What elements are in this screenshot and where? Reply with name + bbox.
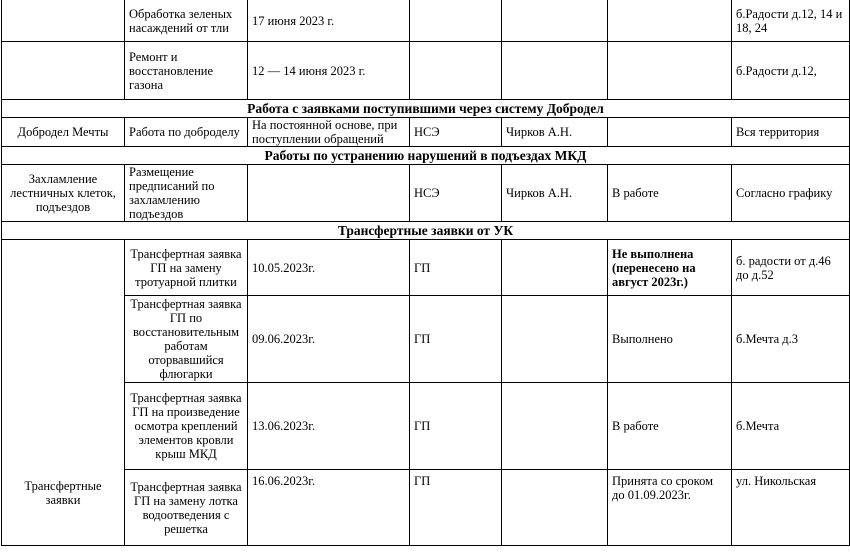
date-cell: [248, 165, 410, 222]
category-cell: [2, 0, 125, 42]
org-cell: НСЭ: [410, 165, 502, 222]
date-cell: 17 июня 2023 г.: [248, 0, 410, 42]
responsible-cell: Чирков А.Н.: [502, 165, 608, 222]
work-cell: Размещение предписаний по захламлению подъездов: [125, 165, 248, 222]
category-cell: [2, 42, 125, 100]
date-cell: 10.05.2023г.: [248, 240, 410, 296]
org-cell: ГП: [410, 470, 502, 546]
responsible-cell: [502, 42, 608, 100]
status-cell: Не выполнена (перенесено на август 2023г.): [608, 240, 732, 296]
category-cell: Захламление лестничных клеток, подъездов: [2, 165, 125, 222]
address-cell: б.Мечта д.3: [732, 296, 850, 383]
table-row: [2, 0, 850, 42]
responsible-cell: [502, 296, 608, 383]
address-cell: б. радости от д.46 до д.52: [732, 240, 850, 296]
status-cell: В работе: [608, 165, 732, 222]
work-cell: Ремонт и восстановление газона: [125, 42, 248, 100]
status-cell: [608, 42, 732, 100]
address-cell: б.Радости д.12,: [732, 42, 850, 100]
section-header-row: [2, 222, 850, 240]
org-cell: НСЭ: [410, 118, 502, 147]
address-cell: б.Радости д.12, 14 и 18, 24: [732, 0, 850, 42]
section-title: Работа с заявками поступившими через систему Добродел: [2, 100, 850, 118]
section-header-row: [2, 100, 850, 118]
work-cell: Трансфертная заявка ГП на произведение осмотра креплений элементов кровли крыш МКД: [125, 383, 248, 470]
work-plan-table: [1, 0, 850, 546]
address-cell: б.Мечта: [732, 383, 850, 470]
org-cell: ГП: [410, 240, 502, 296]
table-row: [2, 118, 850, 147]
date-cell: На постоянной основе, при поступлении обращений: [248, 118, 410, 147]
status-cell: В работе: [608, 383, 732, 470]
date-cell: 12 — 14 июня 2023 г.: [248, 42, 410, 100]
address-cell: Вся территория: [732, 118, 850, 147]
address-cell: ул. Никольская: [732, 470, 850, 546]
table-row: [2, 383, 850, 470]
table-row: [2, 470, 850, 546]
responsible-cell: [502, 240, 608, 296]
work-cell: Трансфертная заявка ГП на замену лотка водоотведения с решетка: [125, 470, 248, 546]
section-title: Работы по устранению нарушений в подъездах МКД: [2, 147, 850, 165]
date-cell: 16.06.2023г.: [248, 470, 410, 546]
responsible-cell: [502, 470, 608, 546]
table-row: [2, 165, 850, 222]
section-title: Трансфертные заявки от УК: [2, 222, 850, 240]
work-cell: Трансфертная заявка ГП по восстановительным работам оторвавшийся флюгарки: [125, 296, 248, 383]
date-cell: 09.06.2023г.: [248, 296, 410, 383]
status-cell: Принята со сроком до 01.09.2023г.: [608, 470, 732, 546]
table-row: [2, 240, 850, 296]
status-cell: [608, 118, 732, 147]
work-cell: Трансфертная заявка ГП на замену тротуарной плитки: [125, 240, 248, 296]
responsible-cell: [502, 383, 608, 470]
address-cell: Согласно графику: [732, 165, 850, 222]
org-cell: [410, 0, 502, 42]
table-row: [2, 42, 850, 100]
responsible-cell: [502, 0, 608, 42]
org-cell: ГП: [410, 383, 502, 470]
org-cell: [410, 42, 502, 100]
status-cell: Выполнено: [608, 296, 732, 383]
category-cell: Добродел Мечты: [2, 118, 125, 147]
category-cell: Трансфертные заявки: [2, 240, 125, 546]
org-cell: ГП: [410, 296, 502, 383]
responsible-cell: Чирков А.Н.: [502, 118, 608, 147]
work-cell: Работа по доброделу: [125, 118, 248, 147]
date-cell: 13.06.2023г.: [248, 383, 410, 470]
table-row: [2, 296, 850, 383]
section-header-row: [2, 147, 850, 165]
status-cell: [608, 0, 732, 42]
work-cell: Обработка зеленых насаждений от тли: [125, 0, 248, 42]
